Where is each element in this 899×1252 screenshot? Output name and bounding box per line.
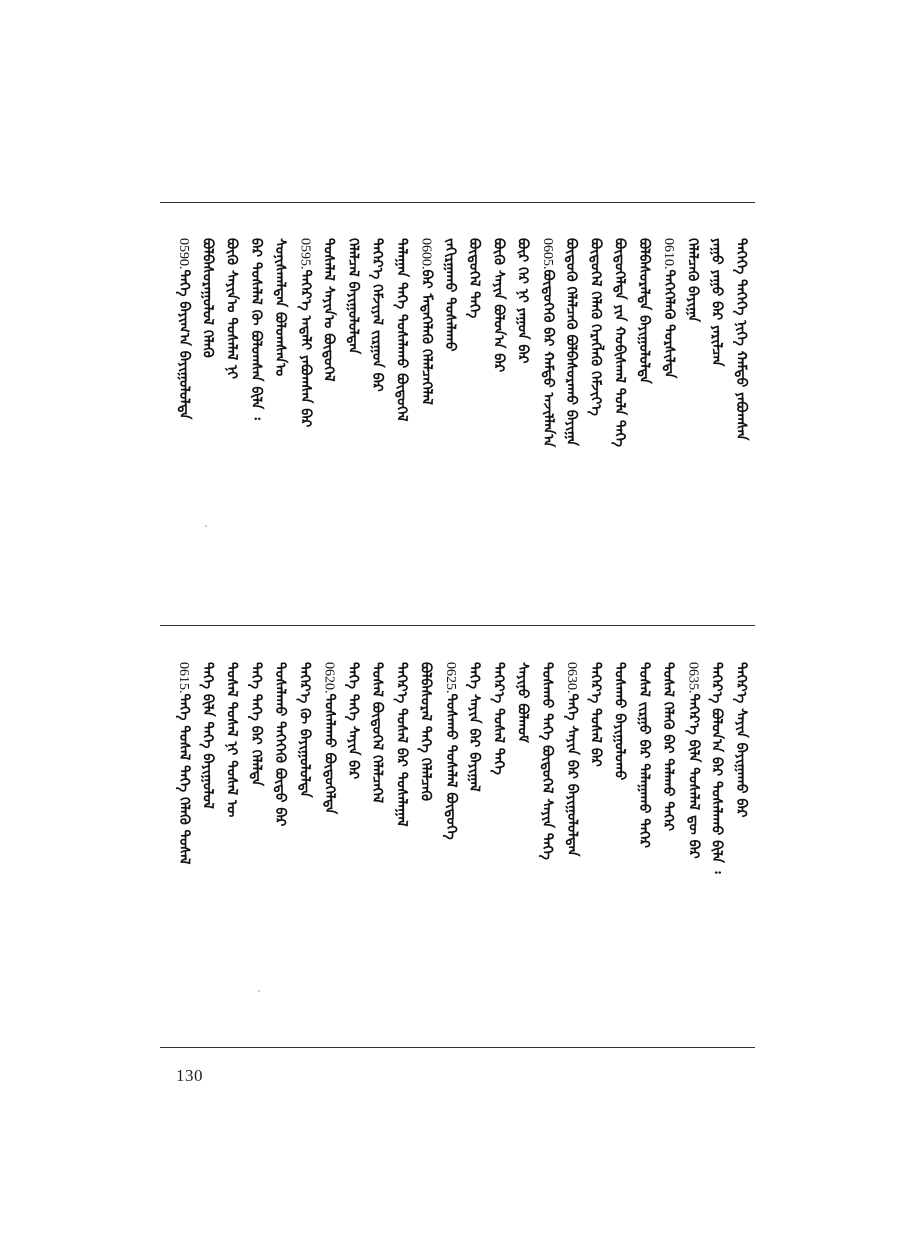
text-column (364, 662, 390, 1030)
text-column (655, 238, 681, 600)
text-column (534, 238, 560, 600)
mongolian-line: ᠳᠡᠭᠡᠷ᠎ᠡ ᠰᠠᠶᠢᠨ ᠪᠠᠶᠢᠭᠠᠬᠤ ᠪᠡᠷ (732, 662, 749, 818)
top-rule (160, 202, 755, 203)
paper-speck (205, 525, 207, 527)
mongolian-line: ᠪᠦᠬᠦ ᠰᠠᠶᠢᠨ᠎ᠤ ᠲᠤᠰᠠᠯᠠᠯ ᠨᠢ (223, 238, 240, 379)
line-number: 0615. (176, 662, 191, 694)
text-column (582, 238, 608, 600)
text-column (631, 662, 657, 1030)
text-column (291, 662, 317, 1030)
text-column (388, 238, 414, 600)
mongolian-line: ᠲᠠᠯᠠᠭᠠᠨ ᠲᠡᠭᠡ ᠲᠤᠰᠠᠯᠠᠬᠤ ᠪᠦᠲᠦᠭᠡᠯ (393, 238, 410, 422)
text-column (316, 238, 342, 600)
mongolian-line: ᠲᠤᠰᠠᠯ ᠲᠤᠰᠠᠯ ᠨᠢ ᠲᠤᠰᠠᠯ ᠦ (223, 662, 240, 818)
text-column (534, 662, 560, 1030)
text-column (679, 662, 705, 1030)
mongolian-line: ᠪᠦᠲᠦᠭᠡᠯᠲᠡ ᠶᠢᠨ ᠬᠤᠪᠢᠰᠬᠠᠯ ᠲᠤᠯᠠ ᠲᠡᠭᠡ (611, 238, 628, 448)
mongolian-line: ᠲᠡᠭᠡ ᠪᠠᠶᠢᠭ᠎ᠠ ᠪᠠᠶᠢᠭᠤᠯᠤᠯᠲᠠ (176, 269, 192, 420)
text-column (510, 238, 536, 600)
text-column (558, 662, 584, 1030)
mongolian-line: ᠪᠣᠯᠪᠠᠰᠤᠷᠠᠭᠤᠯᠤᠯ ᠬᠡᠯᠡᠬᠦ (199, 238, 216, 358)
text-column (607, 238, 633, 600)
middle-rule (160, 625, 755, 626)
mongolian-line: ᠬᠡᠯᠡᠯᠴᠡᠯ ᠪᠠᠶᠢᠭᠤᠯᠤᠯᠲᠠᠨ (344, 238, 361, 355)
text-column (267, 662, 293, 1030)
text-column (267, 238, 293, 600)
mongolian-line: ᠲᠡᠭᠡ ᠲᠡᠭᠡ ᠰᠠᠶᠢᠨ ᠪᠡᠷ (344, 662, 361, 780)
paper-speck (258, 990, 260, 992)
mongolian-line: ᠲᠤᠰᠠᠯᠠᠬᠤ ᠲᠡᠭᠡᠭᠡᠬᠦ ᠪᠦᠲᠦ ᠪᠡᠷ (272, 662, 288, 827)
mongolian-line: ᠲᠤᠰᠠᠬᠤ ᠲᠤᠰᠠᠯᠠᠯ ᠪᠦᠲᠦᠭᠡ (442, 693, 459, 840)
mongolian-line: ᠪᠦᠭᠦ ᠰᠠᠶᠢᠨ ᠪᠣᠯᠤᠨ᠎ᠠ ᠪᠡᠷ (490, 238, 507, 373)
mongolian-line: ᠲᠡᠭᠡ ᠰᠠᠶᠢᠨ ᠪᠡᠷ ᠪᠠᠶᠢᠭᠤᠯᠤᠯᠲᠠᠨ (564, 693, 580, 857)
text-column (194, 238, 220, 600)
text-column (510, 662, 536, 1030)
mongolian-line: ᠳᠡᠭᠡᠷ᠎ᠡ ᠲᠤᠰᠠᠯ ᠪᠡᠷ (587, 662, 604, 767)
bottom-rule (160, 1047, 755, 1048)
mongolian-line: ᠲᠤᠰᠠᠬᠤ ᠲᠡᠭᠡ ᠪᠦᠲᠦᠭᠡᠯ ᠰᠠᠶᠢᠨ ᠲᠡᠭᠡ (538, 662, 555, 860)
text-column (607, 662, 633, 1030)
text-column (704, 238, 730, 600)
mongolian-line: ᠳᠡᠭᠡᠷ᠎ᠡ ᠠᠳᠠᠯᠢ ᠶᠠᠪᠤᠭᠰᠠᠨ ᠪᠡᠷ (297, 269, 314, 428)
mongolian-line: ᠲᠤᠰᠠᠯᠠᠯ ᠰᠠᠶᠢᠨ᠎ᠤ ᠪᠦᠲᠦᠭᠡᠯ (320, 238, 337, 382)
mongolian-line: ᠲᠡᠭᠡ ᠲᠤᠰᠠᠯ ᠲᠡᠭᠡ ᠬᠡᠯᠡᠬᠦ ᠲᠤᠰᠠᠯ (176, 693, 192, 865)
text-column (219, 238, 245, 600)
text-column (655, 662, 681, 1030)
mongolian-line: ᠳᠡᠭᠡᠷ᠎ᠡ ᠪᠣᠯᠤᠨ᠎ᠠ ᠪᠡᠷ ᠲᠤᠰᠠᠯᠠᠬᠤ ᠪᠢᠯᠡ ᠄ (708, 662, 725, 874)
mongolian-line: ᠪᠦᠲᠦᠭᠡᠯ ᠬᠡᠯᠡᠬᠦ ᠬᠡᠷᠡᠭᠯᠡᠬᠦ ᠬᠡᠮᠵᠢᠶ᠎ᠡ (587, 238, 604, 416)
text-column (291, 238, 317, 600)
text-column (704, 662, 730, 1030)
text-column (413, 662, 439, 1030)
text-column (558, 238, 584, 600)
mongolian-line: ᠲᠤᠰᠠᠬᠤ ᠪᠠᠶᠢᠭᠤᠯᠤᠬᠤ (611, 662, 628, 781)
line-number: 0635. (685, 662, 701, 694)
text-column (364, 238, 390, 600)
line-number: 0590. (176, 238, 191, 270)
text-column (413, 238, 439, 600)
mongolian-line: ᠲᠤᠰᠠᠯ ᠬᠡᠯᠡᠬᠦ ᠪᠡᠷ ᠲᠠᠯᠠᠬᠤ ᠲᠡᠭᠡᠷ (660, 662, 676, 832)
mongolian-line: ᠰᠣᠨᠢᠰᠬᠠᠯᠲᠠᠨ ᠪᠣᠯᠤᠭᠰᠠᠨ᠎ᠤ (272, 238, 288, 377)
text-column (340, 238, 366, 600)
mongolian-line: ᠲᠡᠭᠡ ᠪᠢᠯᠡ ᠲᠡᠭᠡ ᠪᠠᠶᠢᠭᠤᠯᠤᠯ (199, 662, 216, 809)
text-column (219, 662, 245, 1030)
text-column (388, 662, 414, 1030)
mongolian-line: ᠲᠡᠭᠡ ᠲᠡᠭᠡ ᠪᠡᠷ ᠬᠡᠯᠡᠯᠲᠠ (247, 662, 264, 787)
mongolian-line: ᠪᠦᠲᠦᠬᠦ ᠬᠡᠯᠡᠯᠴᠡᠬᠦ ᠪᠣᠯᠪᠠᠰᠤᠷᠠᠬᠤ ᠪᠠᠶᠢᠭᠠ (563, 238, 579, 446)
line-number: 0600. (418, 238, 434, 270)
mongolian-line: ᠳᠡᠭᠡᠷ᠎ᠡ ᠲᠤᠰᠠᠯ ᠪᠡᠷ ᠲᠤᠰᠠᠯᠠᠭᠠᠯ (393, 662, 410, 827)
mongolian-line: ᠪᠣᠯᠪᠠᠰᠤᠷᠠᠯ ᠲᠡᠭᠡ ᠬᠡᠯᠡᠯᠴᠡᠬᠦ (417, 662, 434, 801)
text-column (243, 238, 269, 600)
mongolian-line: ᠪᠡᠷ ᠮᠡᠳᠡᠭᠡᠯᠡᠬᠦ ᠬᠡᠯᠡᠯᠴᠡᠭᠡᠯᠡᠯ (418, 269, 435, 405)
mongolian-line: ᠲᠡᠭᠡ ᠰᠠᠶᠢᠨ ᠪᠡᠷ ᠪᠠᠶᠢᠭᠠᠯ (466, 662, 482, 792)
text-column (170, 662, 196, 1030)
mongolian-line: ᠰᠠᠶᠢᠨᠤ ᠪᠣᠯᠬᠤᠮ (514, 662, 531, 743)
page-number: 130 (176, 1066, 203, 1085)
text-column (437, 662, 463, 1030)
mongolian-line: ᠪᠦᠲᠦᠭᠡᠬᠦ ᠪᠡᠷ ᠬᠠᠮᠲᠤ ᠠᠵᠢᠯᠯᠠᠨ᠎ᠠ (539, 269, 556, 448)
line-number: 0630. (564, 662, 579, 694)
mongolian-line: ᠶᠠᠭᠤ ᠶᠠᠭᠤ ᠪᠡᠷ ᠶᠠᠷᠢᠯᠴᠠᠨ (708, 238, 725, 367)
text-column (461, 238, 487, 600)
line-number: 0625. (442, 662, 458, 694)
mongolian-line: ᠪᠦᠲᠦᠭᠡᠯ ᠲᠡᠭᠡ (466, 238, 482, 319)
mongolian-line: ᠵᠠᠬᠢᠷᠭᠠᠬᠤ ᠲᠤᠰᠠᠯᠠᠬᠤ (441, 238, 458, 352)
mongolian-line: ᠪᠡᠷ ᠲᠤᠰᠠᠯᠠᠯ ᠬᠦ ᠪᠣᠯᠤᠭᠰᠠᠨ ᠪᠢᠯᠡ ᠄ (247, 238, 264, 420)
mongolian-line: ᠬᠡᠯᠡᠯᠴᠡᠬᠦ ᠪᠠᠶᠢᠭᠠ (684, 238, 701, 323)
line-number: 0620. (321, 662, 337, 694)
line-number: 0605. (539, 238, 555, 270)
text-column (170, 238, 196, 600)
text-column (679, 238, 705, 600)
mongolian-line: ᠲᠤᠰᠠᠯᠠᠬᠤ ᠪᠦᠲᠦᠭᠡᠯᠲᠡ (321, 693, 338, 815)
text-column (340, 662, 366, 1030)
text-column (194, 662, 220, 1030)
line-number: 0595. (297, 238, 313, 270)
text-column (316, 662, 342, 1030)
text-column (728, 662, 754, 1030)
mongolian-line: ᠳᠡᠭᠡᠷ᠎ᠡ ᠪᠢᠯᠡ ᠲᠤᠰᠠᠯᠠᠯ ᠳᠦ ᠪᠡᠷ (685, 693, 702, 859)
text-column (728, 238, 754, 600)
mongolian-line: ᠪᠦᠷ ᠬᠡᠷ ᠨᠢ ᠶᠠᠭᠤᠨ ᠪᠡᠷ (514, 238, 531, 364)
text-column (485, 662, 511, 1030)
text-column (485, 238, 511, 600)
mongolian-line: ᠪᠣᠯᠪᠠᠰᠤᠷᠠᠯᠲᠠ ᠪᠠᠶᠢᠭᠤᠯᠤᠯᠲᠠ (635, 238, 652, 384)
mongolian-line: ᠲᠤᠰᠠᠯ ᠵᠢᠷᠭᠤ ᠪᠡᠷ ᠲᠠᠯᠠᠭᠠᠬᠤ ᠲᠡᠭᠡᠷ (635, 662, 652, 849)
text-column (437, 238, 463, 600)
text-column (243, 662, 269, 1030)
text-column (582, 662, 608, 1030)
mongolian-line: ᠳᠡᠭᠡᠷ᠎ᠡ ᠬᠡᠮᠵᠢᠶᠡᠯ ᠵᠢᠷᠭᠤᠨ ᠪᠡᠷ (369, 238, 385, 392)
mongolian-line: ᠲᠡᠭᠡᠭᠡ ᠲᠡᠭᠡᠭᠡ ᠨᠢᠭᠡ ᠬᠠᠮᠲᠤ ᠶᠠᠪᠤᠭᠰᠠᠨ (732, 238, 749, 441)
line-number: 0610. (661, 238, 676, 270)
mongolian-line: ᠲᠡᠭᠡᠭᠡᠯᠡᠬᠦ ᠲᠤᠷᠰᠢᠯᠲᠠ (661, 269, 677, 379)
mongolian-line: ᠲᠤᠰᠠᠯ ᠪᠦᠲᠦᠭᠡᠯ ᠬᠡᠯᠡᠯᠴᠡᠭᠡᠯ (369, 662, 385, 804)
text-column (631, 238, 657, 600)
mongolian-line: ᠳᠡᠭᠡᠷ᠎ᠡ ᠬᠦ ᠪᠠᠶᠢᠭᠤᠯᠤᠯᠲᠠ (296, 662, 313, 798)
text-column (461, 662, 487, 1030)
mongolian-line: ᠳᠡᠭᠡᠷ᠎ᠡ ᠲᠤᠰᠠᠯ ᠲᠡᠭᠡ (490, 662, 507, 775)
